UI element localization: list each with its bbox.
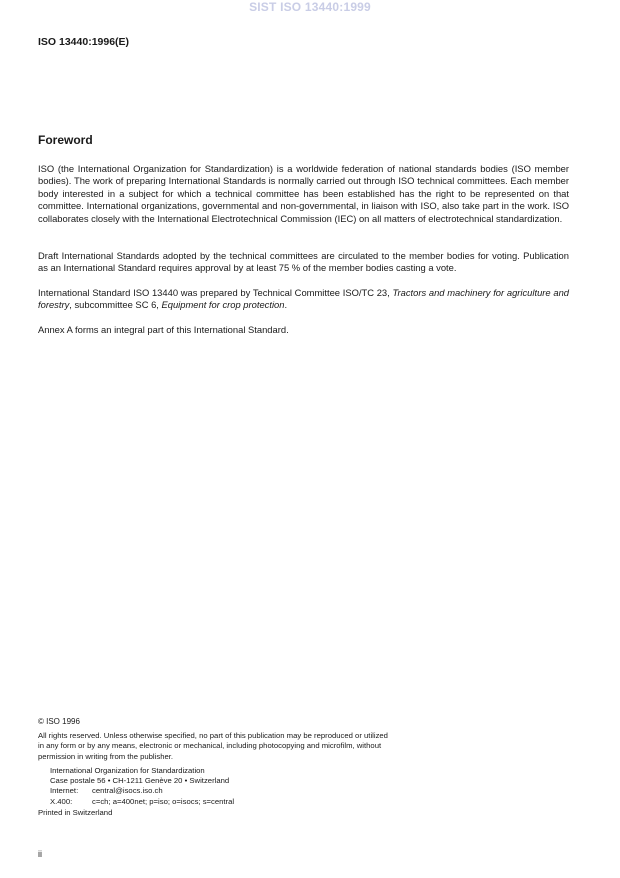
subcommittee-title: Equipment for crop protection	[161, 299, 285, 311]
p3-text-3: .	[284, 299, 288, 311]
document-id: ISO 13440:1996(E)	[38, 36, 130, 48]
rights-statement: All rights reserved. Unless otherwise specified, no part of this publication may be reproduced or utilized in any form or by any means, electronic or mechanical, including photocopying and microfilm, without permission in writing from the publisher.	[38, 731, 388, 761]
copyright-notice: © ISO 1996	[38, 717, 80, 726]
foreword-paragraph-2: Draft International Standards adopted by the technical committees are circulated to the member bodies for voting. Publication as an International Standard requires approval by at least 75 % of the member bodies casting a vote.	[38, 250, 569, 274]
foreword-paragraph-4: Annex A forms an integral part of this International Standard.	[38, 324, 289, 335]
x400-value: c=ch; a=400net; p=iso; o=isocs; s=central	[92, 796, 235, 806]
x400-label: X.400:	[50, 796, 73, 806]
foreword-heading: Foreword	[38, 133, 93, 147]
address-internet	[50, 786, 234, 796]
address-x400	[50, 797, 234, 807]
internet-value: central@isocs.iso.ch	[92, 786, 163, 796]
printed-in: Printed in Switzerland	[38, 808, 113, 817]
p3-text-2: , subcommittee SC 6,	[69, 299, 162, 311]
foreword-paragraph-1: ISO (the International Organization for Standardization) is a worldwide federation of national standards bodies (ISO member bodies). The work of preparing International Standards is normally carried out through ISO technical committees. Each member body interested in a subject for which a technical committee has been established has the right to be represented on that committee. International organizations, governmental and non-governmental, in liaison with ISO, also take part in the work. ISO collaborates closely with the International Electrotechnical Commission (IEC) on all matters of electrotechnical standardization.	[38, 163, 569, 224]
committee-title: Tractors and machinery for agriculture and forestry	[38, 287, 569, 311]
address-postal: Case postale 56 • CH-1211 Genève 20 • Switzerland	[50, 776, 230, 786]
internet-label: Internet:	[50, 786, 79, 796]
publisher-address	[50, 766, 234, 807]
p3-text-1: International Standard ISO 13440 was prepared by Technical Committee ISO/TC 23,	[38, 287, 393, 298]
page-number: ii	[38, 849, 42, 859]
watermark: SIST ISO 13440:1999	[249, 0, 371, 14]
address-org: International Organization for Standardization	[50, 766, 205, 775]
foreword-paragraph-3	[38, 287, 569, 312]
